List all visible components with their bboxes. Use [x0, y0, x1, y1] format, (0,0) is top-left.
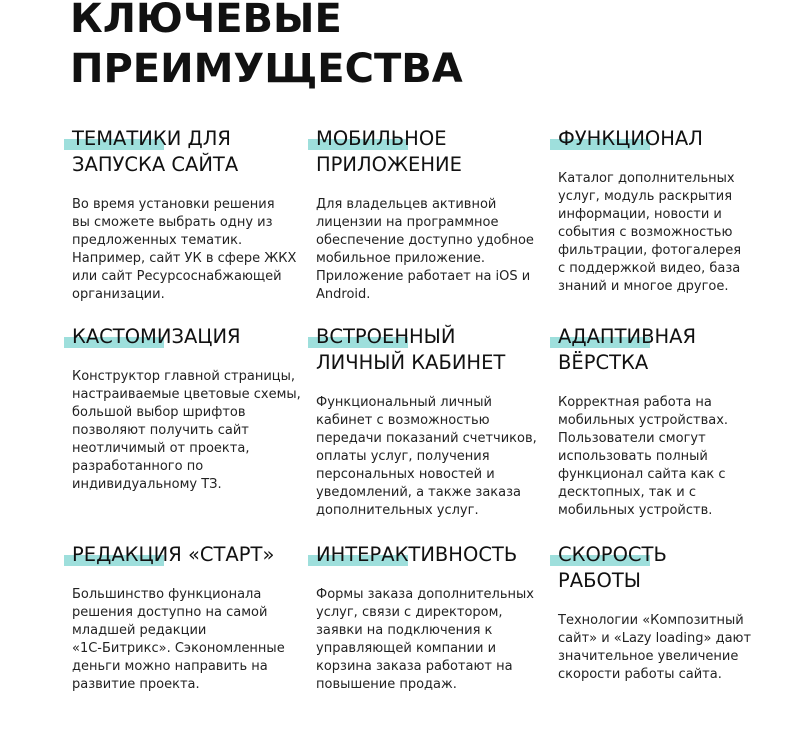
feature-title — [72, 542, 302, 568]
feature-title-text: СКОРОСТЬ РАБОТЫ — [558, 543, 667, 592]
feature-interactivity — [316, 542, 546, 694]
feature-description: Конструктор главной страницы, настраиваемые цветовые схемы, большой выбор шрифтов позволяют получить сайт неотличимый от проекта, разработанного по индивидуальному ТЗ. — [72, 369, 301, 492]
feature-speed — [558, 542, 788, 684]
feature-title — [558, 126, 788, 152]
feature-title-text: КАСТОМИЗАЦИЯ — [72, 325, 241, 348]
feature-start-edition — [72, 542, 302, 694]
feature-description: Большинство функционала решения доступно на самой младшей редакции «1С-Битрикс». Сэкономленные деньги можно направить на развитие проекта. — [72, 587, 285, 692]
feature-title-text: АДАПТИВНАЯ ВЁРСТКА — [558, 325, 697, 374]
feature-description: Во время установки решения вы сможете выбрать одну из предложенных тематик. Например, сайт УК в сфере ЖКХ или сайт Ресурсоснабжающей организации. — [72, 197, 297, 302]
feature-title-text: МОБИЛЬНОЕ ПРИЛОЖЕНИЕ — [316, 127, 462, 176]
feature-mobile-app — [316, 126, 546, 304]
feature-description: Для владельцев активной лицензии на программное обеспечение доступно удобное мобильное приложение. Приложение работает на iOS и Android. — [316, 197, 534, 302]
feature-title-text: ИНТЕРАКТИВНОСТЬ — [316, 543, 518, 566]
feature-title — [316, 126, 546, 178]
feature-adaptive-layout — [558, 324, 788, 520]
feature-description: Функциональный личный кабинет с возможностью передачи показаний счетчиков, оплаты услуг, получения персональных новостей и уведомлений, а также заказа дополнительных услуг. — [316, 395, 537, 518]
feature-description: Формы заказа дополнительных услуг, связи с директором, заявки на подключения к управляющей компании и корзина заказа работают на повышение продаж. — [316, 587, 534, 692]
feature-title-text: РЕДАКЦИЯ «СТАРТ» — [72, 543, 275, 566]
feature-title — [558, 324, 788, 376]
feature-description: Корректная работа на мобильных устройствах. Пользователи смогут использовать полный функционал сайта как с десктопных, так и с мобильных устройств. — [558, 395, 729, 518]
feature-title-text: ТЕМАТИКИ ДЛЯ ЗАПУСКА САЙТА — [72, 127, 239, 176]
feature-title-text: ФУНКЦИОНАЛ — [558, 127, 703, 150]
feature-title — [316, 542, 546, 568]
feature-personal-account — [316, 324, 546, 520]
feature-title-text: ВСТРОЕННЫЙ ЛИЧНЫЙ КАБИНЕТ — [316, 325, 506, 374]
feature-title — [72, 324, 302, 350]
feature-title — [558, 542, 788, 594]
feature-description: Технологии «Композитный сайт» и «Lazy loading» дают значительное увеличение скорости работы сайта. — [558, 613, 752, 682]
feature-customization — [72, 324, 302, 494]
feature-functionality — [558, 126, 788, 296]
page-title: КЛЮЧЕВЫЕ ПРЕИМУЩЕСТВА — [70, 0, 463, 92]
feature-title — [72, 126, 302, 178]
feature-title — [316, 324, 546, 376]
feature-themes — [72, 126, 302, 304]
feature-description: Каталог дополнительных услуг, модуль раскрытия информации, новости и события с возможностью фильтрации, фотогалерея с поддержкой видео, база знаний и многое другое. — [558, 171, 742, 294]
